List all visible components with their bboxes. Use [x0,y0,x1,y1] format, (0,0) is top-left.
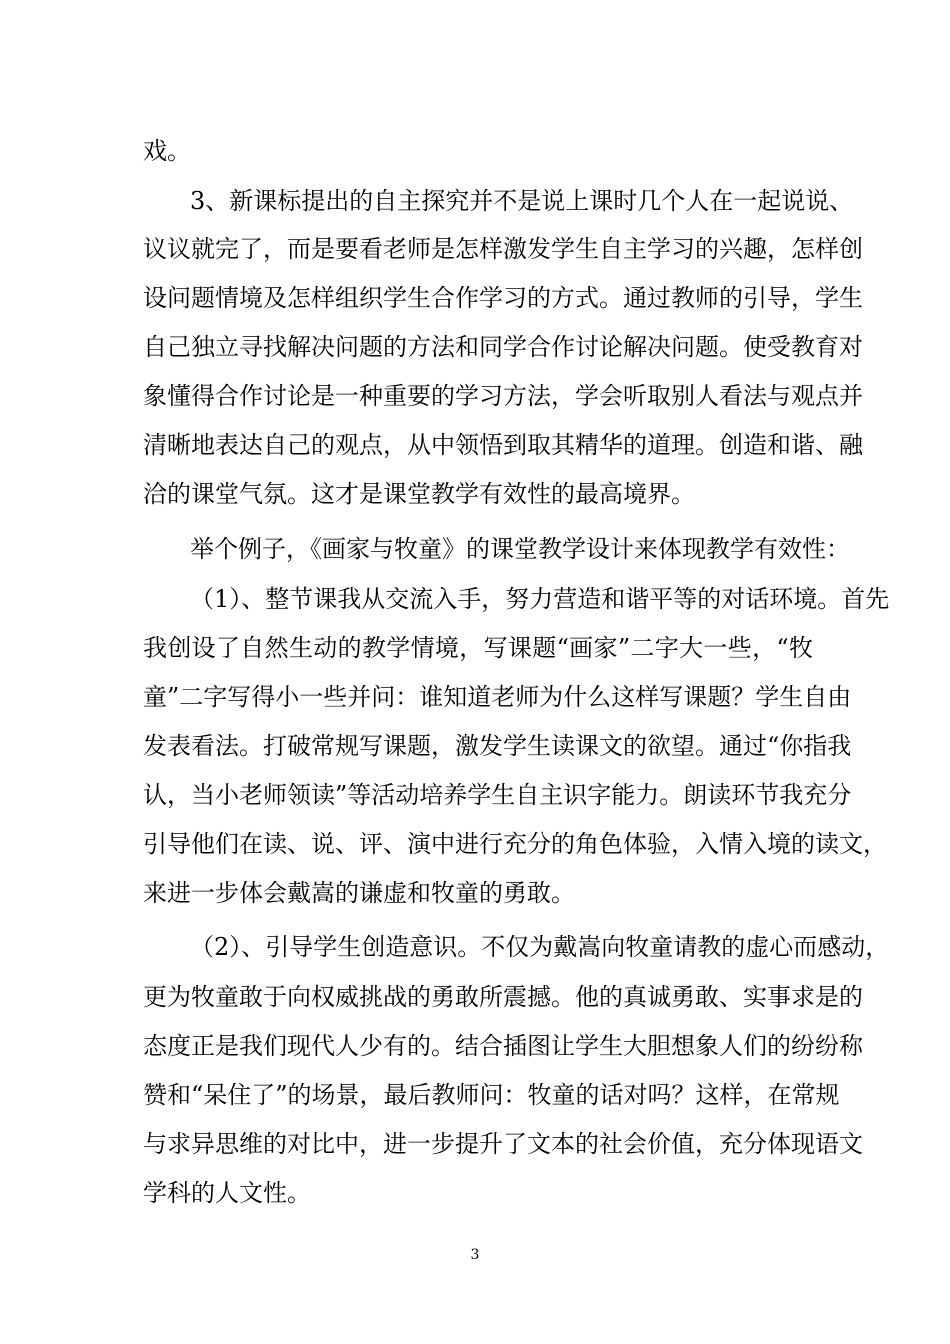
text-line: 议议就完了，而是要看老师是怎样激发学生自主学习的兴趣，怎样创 [143,235,863,263]
text-line: 赞和“呆住了”的场景，最后教师问：牧童的话对吗？这样，在常规 [143,1081,840,1109]
text-line: （1）、整节课我从交流入手，努力营造和谐平等的对话环境。首先 [190,585,890,613]
text-line: 自己独立寻找解决问题的方法和同学合作讨论解决问题。使受教育对 [143,333,863,361]
text-line: （2）、引导学生创造意识。不仅为戴嵩向牧童请教的虚心而感动， [190,933,890,961]
text-line: 举个例子，《画家与牧童》的课堂教学设计来体现教学有效性： [190,535,850,563]
text-line: 学科的人文性。 [143,1179,311,1207]
text-line: 与求异思维的对比中，进一步提升了文本的社会价值，充分体现语文 [143,1130,863,1158]
text-line: 洽的课堂气氛。这才是课堂教学有效性的最高境界。 [143,480,695,508]
text-line: 来进一步体会戴嵩的谦虚和牧童的勇敢。 [143,879,575,907]
text-line: 认，当小老师领读”等活动培养学生自主识字能力。朗读环节我充分 [143,781,852,809]
text-line: 更为牧童敢于向权威挑战的勇敢所震撼。他的真诚勇敢、实事求是的 [143,983,863,1011]
text-line: 3、新课标提出的自主探究并不是说上课时几个人在一起说说、 [190,187,854,215]
text-line: 童”二字写得小一些并问：谁知道老师为什么这样写课题？学生自由 [143,683,852,711]
text-line: 我创设了自然生动的教学情境，写课题“画家”二字大一些，“牧 [143,634,813,662]
text-line: 态度正是我们现代人少有的。结合插图让学生大胆想象人们的纷纷称 [143,1032,863,1060]
text-line: 设问题情境及怎样组织学生合作学习的方式。通过教师的引导，学生 [143,284,863,312]
text-line: 引导他们在读、说、评、演中进行充分的角色体验，入情入境的读文， [143,830,887,858]
text-line: 戏。 [143,137,191,165]
text-line: 象懂得合作讨论是一种重要的学习方法，学会听取别人看法与观点并 [143,382,863,410]
page-number: 3 [470,1247,480,1263]
text-line: 清晰地表达自己的观点，从中领悟到取其精华的道理。创造和谐、融 [143,431,863,459]
text-line: 发表看法。打破常规写课题，激发学生读课文的欲望。通过“你指我 [143,732,852,760]
